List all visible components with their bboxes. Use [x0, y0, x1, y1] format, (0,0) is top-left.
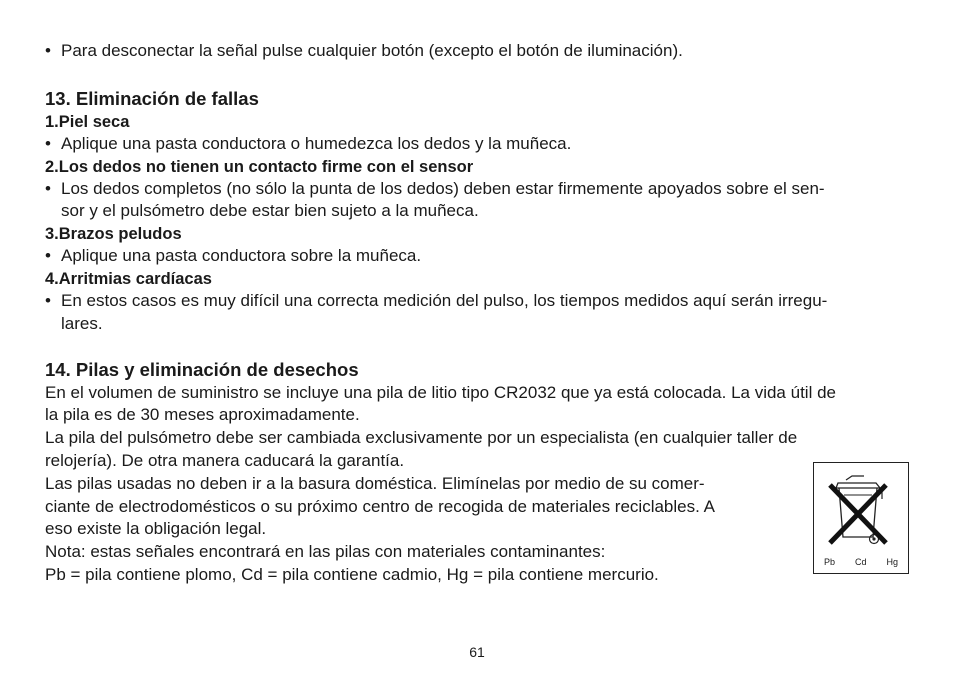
- document-body: [45, 40, 910, 587]
- intro-bullet: • Para desconectar la señal pulse cualquier botón (excepto el botón de iluminación).: [45, 41, 683, 60]
- battery-paragraph-3: Las pilas usadas no deben ir a la basura doméstica. Elimínelas por medio de su comer- ciante de electrodomésticos o su próximo centro de recogida de materiales reciclables. A eso existe la obligación legal.: [45, 473, 715, 539]
- item-2-text: • Los dedos completos (no sólo la punta de los dedos) deben estar firmemente apoyados sobre el sen- sor y el pulsómetro debe estar bien sujeto a la muñeca.: [45, 178, 825, 221]
- section-13-heading: 13. Eliminación de fallas: [45, 87, 259, 109]
- item-1-text: • Aplique una pasta conductora o humedezca los dedos y la muñeca.: [45, 133, 572, 153]
- item-4-title: 4.Arritmias cardíacas: [45, 269, 212, 288]
- label-pb: Pb: [823, 557, 835, 567]
- label-cd: Cd: [854, 557, 867, 567]
- page-number: 61: [469, 644, 485, 660]
- crossed-out-wheelie-bin-icon: [824, 471, 898, 551]
- section-14-heading: 14. Pilas y eliminación de desechos: [45, 358, 359, 380]
- battery-paragraph-2: La pila del pulsómetro debe ser cambiada exclusivamente por un especialista (en cualquier taller de relojería). De otra manera caducará la garantía.: [45, 428, 798, 470]
- item-3-text: • Aplique una pasta conductora sobre la muñeca.: [45, 246, 422, 266]
- item-1-title: 1.Piel seca: [45, 112, 130, 131]
- item-4-text: • En estos casos es muy difícil una correcta medición del pulso, los tiempos medidos aquí serán irregu- lares.: [45, 290, 828, 333]
- symbol-labels: [814, 557, 908, 567]
- label-hg: Hg: [886, 557, 898, 567]
- item-3-title: 3.Brazos peludos: [45, 225, 182, 244]
- disposal-symbol: [813, 462, 909, 574]
- battery-paragraph-1: En el volumen de suministro se incluye una pila de litio tipo CR2032 que ya está colocada. La vida útil de la pila es de 30 meses aproximadamente.: [45, 382, 836, 425]
- item-2-title: 2.Los dedos no tienen un contacto firme con el sensor: [45, 157, 474, 176]
- battery-paragraph-4: Nota: estas señales encontrará en las pilas con materiales contaminantes: Pb = pila contiene plomo, Cd = pila contiene cadmio, Hg = pila contiene mercurio.: [45, 542, 659, 584]
